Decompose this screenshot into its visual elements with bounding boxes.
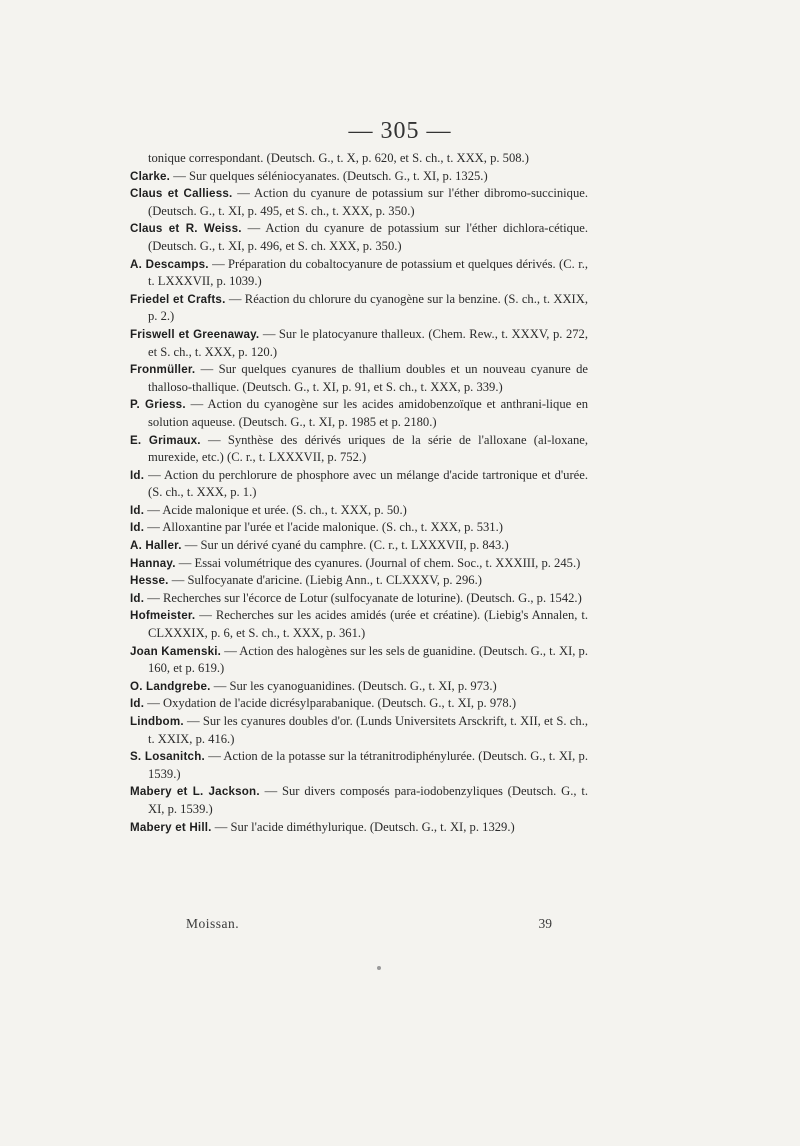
paper-speck [377, 966, 381, 970]
bibliography-entry [130, 467, 588, 502]
bibliography-entry [130, 185, 588, 220]
entry-text: — Sur l'acide diméthylurique. (Deutsch. G., t. XI, p. 1329.) [211, 819, 515, 834]
bibliography-entry [130, 361, 588, 396]
entry-author: Hesse. [130, 574, 169, 588]
entry-list [130, 168, 588, 837]
entry-author: Lindbom. [130, 715, 184, 728]
bibliography-entry [130, 537, 588, 555]
entry-author: Id. [130, 503, 145, 517]
bibliography-entry [130, 432, 588, 467]
bibliography-entry [130, 695, 588, 713]
entry-author: P. Griess. [130, 398, 186, 412]
entry-author: Fronmüller. [130, 363, 196, 377]
entry-author: Hofmeister. [130, 609, 196, 623]
entry-text: — Essai volumétrique des cyanures. (Journal of chem. Soc., t. XXXIII, p. 245.) [175, 555, 581, 570]
entry-text: — Préparation du cobaltocyanure de potassium et quelques dérivés. (C. r., t. LXXXVII, p. 1039.) [148, 256, 588, 289]
entry-text: — Sur les cyanures doubles d'or. (Lunds Universitets Arsckrift, t. XII, et S. ch., t. XXIX, p. 416.) [148, 714, 588, 746]
entry-author: Id. [130, 468, 145, 482]
page-number: — 305 — [348, 118, 452, 144]
bibliography-entry [130, 519, 588, 537]
entry-text: — Acide malonique et urée. (S. ch., t. XXX, p. 50.) [144, 502, 407, 517]
entry-text: — Sur divers composés para-iodobenzyliques (Deutsch. G., t. XI, p. 1539.) [148, 784, 588, 816]
continuation-text: tonique correspondant. (Deutsch. G., t. X, p. 620, et S. ch., t. XXX, p. 508.) [148, 151, 529, 165]
footer-sheet-number: 39 [538, 916, 552, 931]
entry-author: O. Landgrebe. [130, 679, 211, 693]
bibliography-entry [130, 326, 588, 361]
entry-text: — Action de la potasse sur la tétranitrodiphénylurée. (Deutsch. G., t. XI, p. 1539.) [148, 749, 589, 781]
entry-author: Hannay. [130, 556, 176, 570]
bibliography-entry [130, 396, 588, 431]
bibliography-entry [130, 256, 588, 291]
entry-author: E. Grimaux. [130, 433, 201, 447]
entry-author: Mabery et L. Jackson. [130, 785, 260, 799]
bibliography-entry [130, 168, 588, 186]
bibliography-entry [130, 502, 588, 520]
bibliography-entry [130, 220, 588, 255]
bibliography-entry [130, 607, 588, 642]
entry-text: — Action du cyanure de potassium sur l'éther dibromo-succinique. (Deutsch. G., t. XI, p. 495, et S. ch., t. XXX, p. 350.) [148, 186, 588, 218]
bibliography-entry [130, 819, 588, 837]
bibliography-entry [130, 291, 588, 326]
entry-author: Id. [130, 591, 145, 605]
entry-text: — Sur le platocyanure thalleux. (Chem. Rew., t. XXXV, p. 272, et S. ch., t. XXX, p. 120.) [148, 326, 588, 359]
entry-author: Claus et R. Weiss. [130, 222, 242, 236]
entry-author: Clarke. [130, 169, 171, 183]
entry-author: Friedel et Crafts. [130, 292, 226, 306]
entry-author: A. Descamps. [130, 257, 209, 271]
bibliography-entry [130, 643, 588, 678]
entry-text: — Recherches sur les acides amidés (urée et créatine). (Liebig's Annalen, t. CLXXXIX, p. 6, et S. ch., t. XXX, p. 361.) [148, 608, 588, 641]
entry-text: — Oxydation de l'acide dicrésylparabanique. (Deutsch. G., t. XI, p. 978.) [144, 696, 517, 711]
bibliography-entry [130, 572, 588, 590]
bibliography-entry [130, 713, 588, 748]
entry-text: — Réaction du chlorure du cyanogène sur la benzine. (S. ch., t. XXIX, p. 2.) [148, 291, 588, 324]
entry-text: — Action du cyanogène sur les acides amidobenzoïque et anthrani-lique en solution aqueuse. (Deutsch. G., t. XI, p. 1985 et p. 2180.) [148, 397, 589, 429]
bibliography-entry [130, 590, 588, 608]
entry-author: S. Losanitch. [130, 750, 205, 764]
entry-text: — Action du cyanure de potassium sur l'éther dichlora-cétique. (Deutsch. G., t. XI, p. 496, et S. ch. XXX, p. 350.) [148, 221, 588, 253]
entry-author: Joan Kamenski. [130, 644, 222, 658]
entry-text: — Sur quelques séléniocyanates. (Deutsch. G., t. XI, p. 1325.) [170, 168, 488, 183]
bibliography-entry [130, 748, 588, 783]
entry-author: Friswell et Greenaway. [130, 327, 260, 341]
entry-author: Claus et Calliess. [130, 187, 233, 201]
entry-author: A. Haller. [130, 539, 182, 553]
entry-text: — Sur quelques cyanures de thallium doubles et un nouveau cyanure de thalloso-thallique. (Deutsch. G., t. XI, p. 91, et S. ch., t. XXX, p. 339.) [148, 362, 588, 394]
entry-text: — Action du perchlorure de phosphore avec un mélange d'acide tartronique et d'urée. (S. ch., t. XXX, p. 1.) [144, 467, 588, 500]
bibliography-list [130, 150, 588, 836]
entry-text: — Action des halogènes sur les sels de guanidine. (Deutsch. G., t. XI, p. 160, et p. 619.) [148, 643, 589, 676]
entry-text: — Sur les cyanoguanidines. (Deutsch. G., t. XI, p. 973.) [210, 678, 497, 693]
entry-author: Id. [130, 697, 145, 711]
footer-signature: Moissan. [186, 916, 240, 931]
entry-text: — Synthèse des dérivés uriques de la série de l'alloxane (al-loxane, murexide, etc.) (C. r., t. LXXXVII, p. 752.) [148, 432, 588, 465]
entry-text: — Sulfocyanate d'aricine. (Liebig Ann., t. CLXXXV, p. 296.) [168, 573, 482, 588]
bibliography-entry [130, 783, 588, 818]
entry-author: Id. [130, 521, 145, 535]
bibliography-entry [130, 678, 588, 696]
entry-text: — Alloxantine par l'urée et l'acide malonique. (S. ch., t. XXX, p. 531.) [144, 520, 503, 535]
entry-author: Mabery et Hill. [130, 820, 212, 834]
bibliography-entry [130, 555, 588, 573]
entry-text: — Recherches sur l'écorce de Lotur (sulfocyanate de loturine). (Deutsch. G., p. 1542.) [144, 590, 582, 605]
entry-text: — Sur un dérivé cyané du camphre. (C. r., t. LXXXVII, p. 843.) [181, 538, 509, 553]
